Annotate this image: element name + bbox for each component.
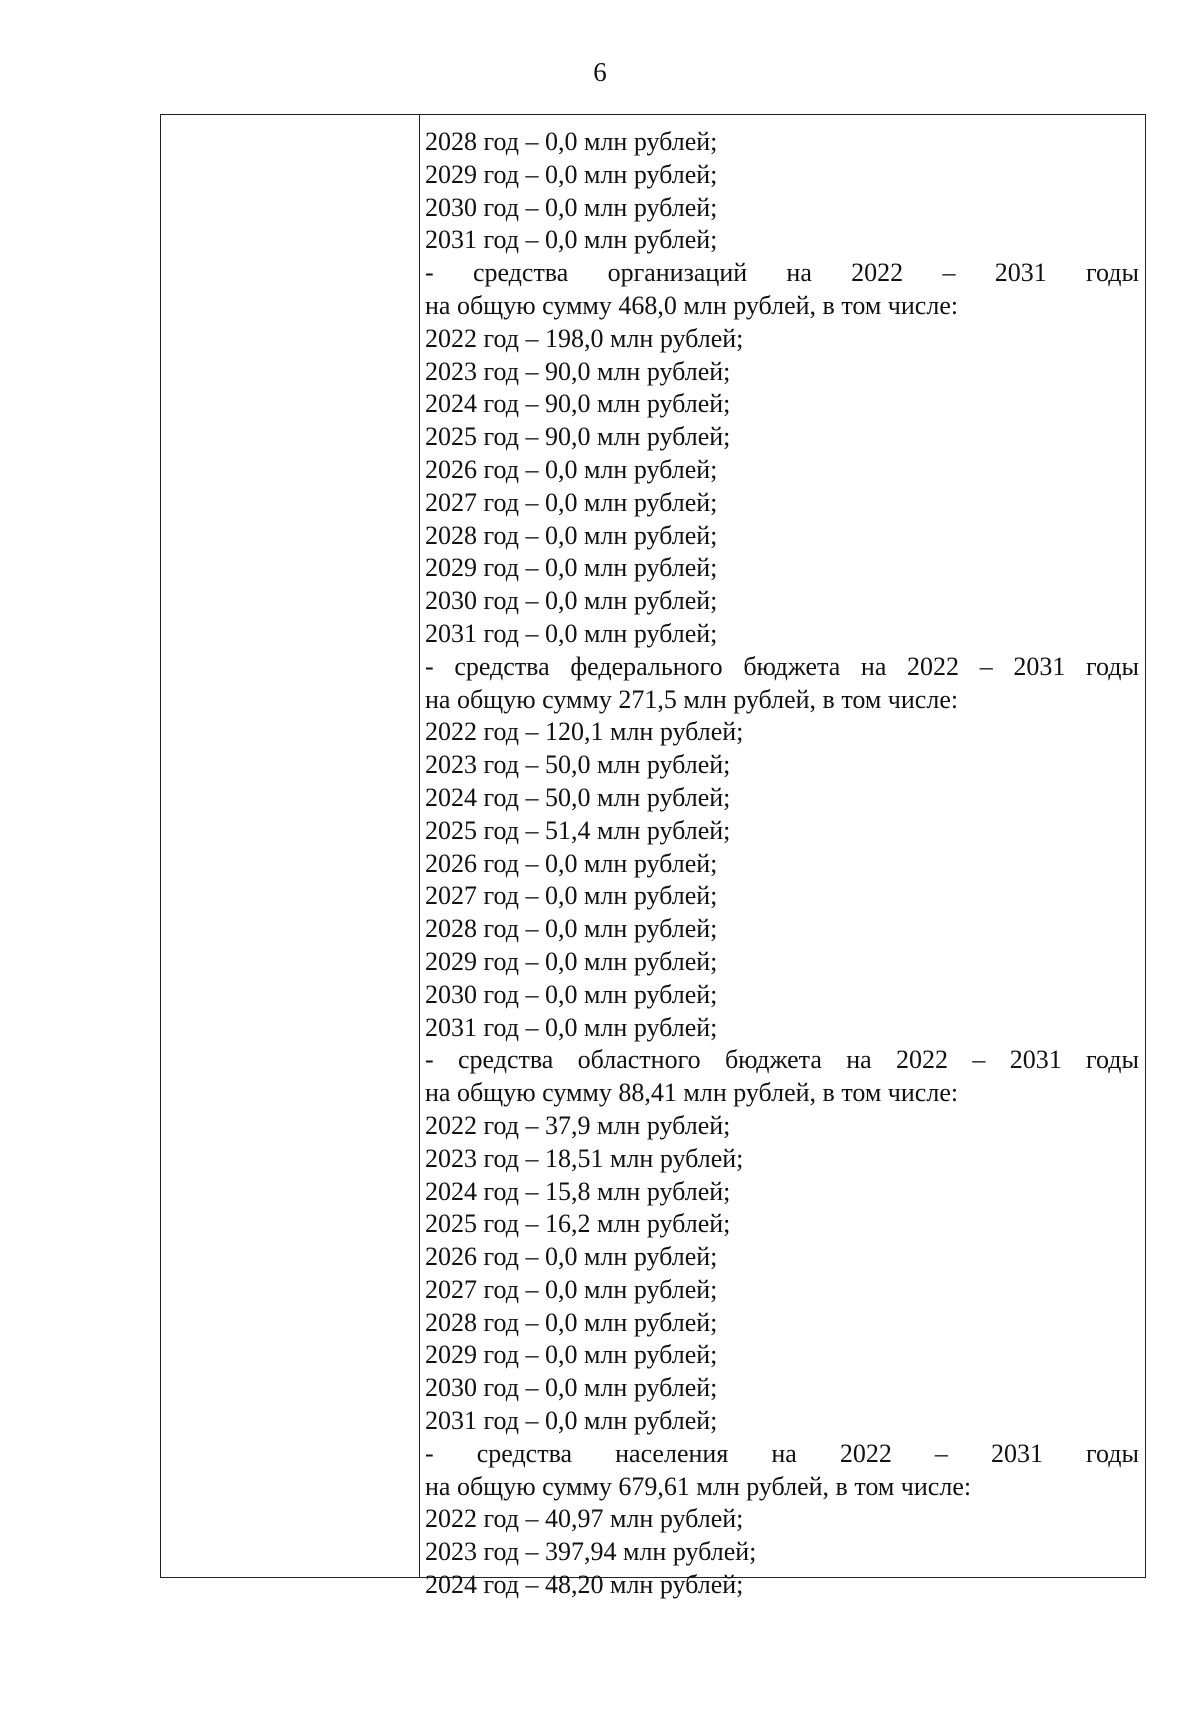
text-line: - средства населения на 2022 – 2031 годы [425, 1438, 1139, 1468]
text-line: 2024 год – 50,0 млн рублей; [425, 782, 731, 812]
text-line: 2023 год – 18,51 млн рублей; [425, 1143, 744, 1173]
text-line: 2030 год – 0,0 млн рублей; [425, 1373, 718, 1403]
text-line: 2026 год – 0,0 млн рублей; [425, 454, 718, 484]
text-line: - средства федерального бюджета на 2022 – 2031 годы [425, 651, 1139, 681]
table-right-column [420, 115, 1145, 1600]
text-line: 2022 год – 120,1 млн рублей; [425, 717, 744, 747]
text-line: 2031 год – 0,0 млн рублей; [425, 225, 718, 255]
text-line: 2027 год – 0,0 млн рублей; [425, 1274, 718, 1304]
text-line: 2025 год – 16,2 млн рублей; [425, 1209, 731, 1239]
funding-table [160, 114, 1146, 1600]
text-line: 2023 год – 397,94 млн рублей; [425, 1537, 757, 1567]
text-line: 2022 год – 37,9 млн рублей; [425, 1110, 731, 1140]
text-line: 2028 год – 0,0 млн рублей; [425, 1307, 718, 1337]
text-line: 2025 год – 51,4 млн рублей; [425, 815, 731, 845]
text-line: - средства областного бюджета на 2022 – 2031 годы [425, 1045, 1139, 1075]
text-line: 2026 год – 0,0 млн рублей; [425, 848, 718, 878]
text-line: на общую сумму 468,0 млн рублей, в том числе: [425, 290, 959, 320]
text-line: 2026 год – 0,0 млн рублей; [425, 1242, 718, 1272]
text-line: 2029 год – 0,0 млн рублей; [425, 159, 718, 189]
text-line: - средства организаций на 2022 – 2031 годы [425, 258, 1139, 288]
text-line: 2029 год – 0,0 млн рублей; [425, 553, 718, 583]
text-line: 2023 год – 90,0 млн рублей; [425, 356, 731, 386]
text-line: 2029 год – 0,0 млн рублей; [425, 1340, 718, 1370]
text-line: на общую сумму 271,5 млн рублей, в том числе: [425, 684, 959, 714]
text-line: 2029 год – 0,0 млн рублей; [425, 946, 718, 976]
text-line: на общую сумму 88,41 млн рублей, в том числе: [425, 1078, 959, 1108]
text-line: 2031 год – 0,0 млн рублей; [425, 1406, 718, 1436]
text-line: 2027 год – 0,0 млн рублей; [425, 881, 718, 911]
text-line: 2024 год – 90,0 млн рублей; [425, 389, 731, 419]
text-line: 2031 год – 0,0 млн рублей; [425, 1012, 718, 1042]
text-line: 2027 год – 0,0 млн рублей; [425, 487, 718, 517]
text-line: 2025 год – 90,0 млн рублей; [425, 422, 731, 452]
text-line: 2030 год – 0,0 млн рублей; [425, 192, 718, 222]
text-line: 2028 год – 0,0 млн рублей; [425, 520, 718, 550]
text-line: 2030 год – 0,0 млн рублей; [425, 979, 718, 1009]
text-line: 2028 год – 0,0 млн рублей; [425, 914, 718, 944]
table-left-column [161, 115, 420, 1577]
text-line: 2030 год – 0,0 млн рублей; [425, 586, 718, 616]
text-line: 2031 год – 0,0 млн рублей; [425, 618, 718, 648]
text-line: 2022 год – 198,0 млн рублей; [425, 323, 744, 353]
page-number: 6 [593, 57, 607, 87]
text-line: 2028 год – 0,0 млн рублей; [425, 127, 718, 156]
text-line: 2024 год – 15,8 млн рублей; [425, 1176, 731, 1206]
text-line: на общую сумму 679,61 млн рублей, в том числе: [425, 1471, 972, 1501]
text-line: 2023 год – 50,0 млн рублей; [425, 750, 731, 780]
text-line: 2022 год – 40,97 млн рублей; [425, 1504, 744, 1534]
text-line: 2024 год – 48,20 млн рублей; [425, 1570, 744, 1600]
